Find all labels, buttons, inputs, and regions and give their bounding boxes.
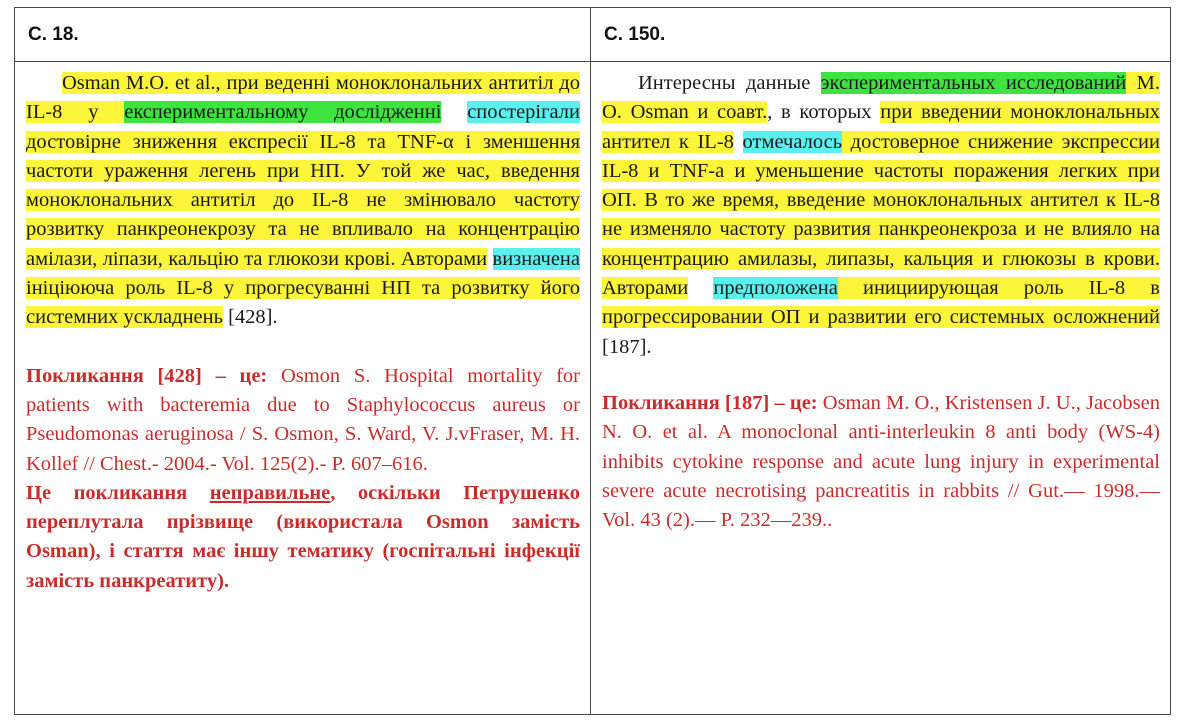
content-cell-right [591,62,1171,715]
quote-segment: М. О. Osman и соавт. [602,72,1160,124]
content-cell-left [15,62,591,715]
quote-segment [441,101,467,123]
quote-segment: [187]. [602,335,652,358]
quote-segment: у [62,101,125,124]
page-ref-left: С. 18. [28,24,79,45]
quote-segment [734,131,743,153]
header-cell-left [15,8,591,62]
quote-segment: при введении моноклональных антител к IL-8 [602,101,1161,153]
quote-segment: [428]. [222,306,278,329]
citation-text-left: Osmon S. Hospital mortality for patients with bacteremia due to Staphylococcus aureus or Pseudomonas aeruginosa / S. Osmon, S. Ward, V. J.vFraser, M. H. Kollef // Chest.- 2004.- Vol. 125(2).- P. 607–616. [26,364,580,475]
quote-paragraph-right [602,69,1160,362]
page-ref-right: С. 150. [604,24,666,45]
quote-segment: визначена [492,247,580,270]
quote-segment: экспериментальных исследований [820,72,1127,94]
quote-paragraph-left [26,69,580,333]
citation-left [26,362,580,479]
comparison-table [14,7,1171,715]
quote-segment: достовірне зниження експресії IL-8 та TNF-α і зменшення частоти ураження легень при НП. У той же час, введення моноклональних антитіл до IL-8 не змінювало частоту розвитку панкреонекрозу та не впливало на концентрацію амілази, ліпази, кальцію та глюкози крові. Авторами [26,130,580,270]
citation-right [602,389,1160,535]
quote-segment: спостерігали [467,101,581,124]
quote-segment: , в которых [767,101,881,124]
citation-label-right: Покликання [187] – це: [602,391,818,414]
error-note-pre: Це покликання [26,481,210,504]
citation-label-left: Покликання [428] – це: [26,364,268,387]
error-note [26,479,580,596]
quote-segment [487,248,492,270]
content-row [15,62,1171,715]
error-note-underlined: неправильне [209,481,331,504]
quote-segment: Интересны данные [638,72,821,94]
error-note-post: , оскільки Петрушенко переплутала прізвище (використала Osmon замість Osman), і стаття має іншу тематику (госпітальні інфекції замість панкреатиту). [26,481,580,592]
quote-segment [688,277,713,299]
quote-segment: ініціююча роль IL-8 у прогресуванні НП та розвитку його системних ускладнень [26,277,580,329]
header-row [15,8,1171,62]
quote-segment: отмечалось [742,130,843,153]
citation-text-right: Osman M. O., Kristensen J. U., Jacobsen N. O. et al. A monoclonal anti-interleukin 8 anti body (WS-4) inhibits cytokine response and acute lung injury in experimental severe acute necrotising pancreatitis in rabbits // Gut.— 1998.—Vol. 43 (2).— P. 232—239.. [602,391,1160,532]
header-cell-right [591,8,1171,62]
quote-segment: инициирующая роль IL-8 в прогрессировании ОП и развитии его системных осложнений [602,277,1160,329]
quote-segment: достоверное снижение экспрессии IL-8 и TNF-а и уменьшение частоты поражения легких при ОП. В то же время, введение моноклональных антител к IL-8 не изменяло частоту развития панкреонекроза и не влияло на концентрацию амилазы, липазы, кальция и глюкозы в крови. Авторами [602,130,1161,300]
quote-segment: експериментальному дослідженні [124,101,442,124]
quote-segment: Osman M.O. et al., при веденні моноклональних антитіл до IL-8 [26,72,580,124]
quote-segment: предположена [713,277,838,300]
